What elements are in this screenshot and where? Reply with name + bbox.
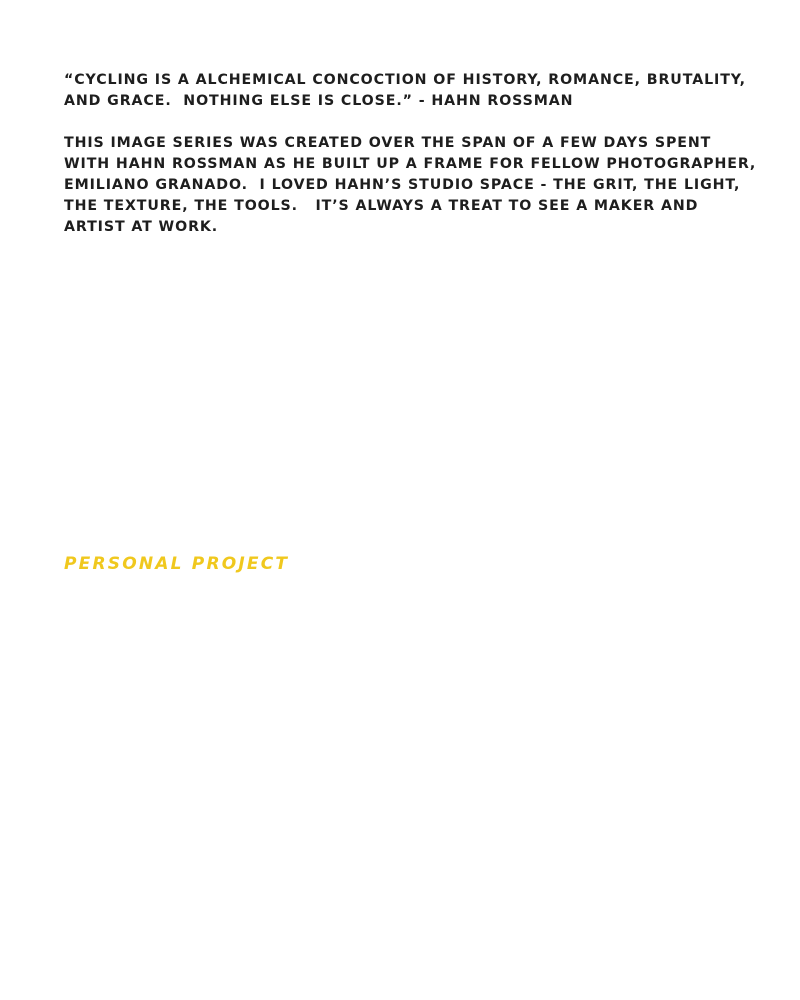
quote-line: “CYCLING IS A ALCHEMICAL CONCOCTION OF HISTORY, ROMANCE, BRUTALITY,	[64, 72, 746, 88]
quote-line: AND GRACE. NOTHING ELSE IS CLOSE.” - HAHN ROSSMAN	[64, 93, 574, 109]
description-line: THIS IMAGE SERIES WAS CREATED OVER THE SPAN OF A FEW DAYS SPENT	[64, 135, 712, 151]
project-category-label: PERSONAL PROJECT	[64, 554, 290, 574]
project-description-block	[64, 70, 764, 238]
description-line: WITH HAHN ROSSMAN AS HE BUILT UP A FRAME FOR FELLOW PHOTOGRAPHER,	[64, 156, 757, 172]
description-line: ARTIST AT WORK.	[64, 219, 219, 235]
description-line: EMILIANO GRANADO. I LOVED HAHN’S STUDIO SPACE - THE GRIT, THE LIGHT,	[64, 177, 741, 193]
series-description	[64, 133, 764, 238]
hahn-rossman-quote	[64, 70, 764, 112]
description-line: THE TEXTURE, THE TOOLS. IT’S ALWAYS A TREAT TO SEE A MAKER AND	[64, 198, 699, 214]
